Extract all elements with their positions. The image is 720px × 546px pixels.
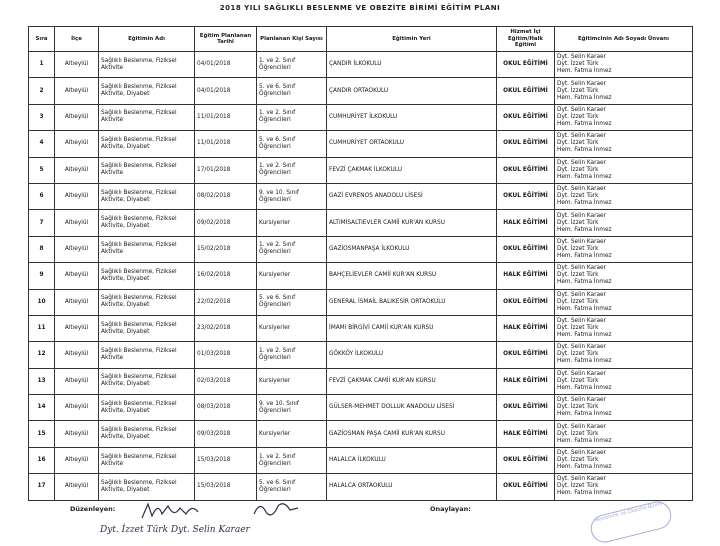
- trainer-name: Dyt. Selin Karaer: [557, 80, 606, 87]
- column-header: Eğitimcinin Adı Soyadı Ünvanı: [555, 27, 693, 52]
- row-number: 10: [29, 289, 55, 315]
- planned-date-cell: 04/01/2018: [195, 78, 257, 104]
- trainers-cell: [555, 263, 693, 289]
- planned-date-cell: 15/03/2018: [195, 447, 257, 473]
- row-number: 15: [29, 421, 55, 447]
- table-row: [29, 52, 693, 78]
- training-name-cell: Sağlıklı Beslenme, Fiziksel Aktivite, Diyabet: [99, 131, 195, 157]
- training-location-cell: HALALCA ORTAOKULU: [327, 474, 497, 500]
- trainers-cell: [555, 395, 693, 421]
- table-header-row: [29, 27, 693, 52]
- trainer-name: Dyt. Selin Karaer: [557, 106, 606, 113]
- trainer-name: Dyt. Selin Karaer: [557, 476, 606, 483]
- prepared-by-label: Düzenleyen:: [70, 505, 116, 513]
- trainers-cell: [555, 421, 693, 447]
- trainer-name: Dyt. İzzet Türk: [557, 272, 599, 279]
- row-number: 13: [29, 368, 55, 394]
- training-name-cell: Sağlıklı Beslenme, Fiziksel Aktivite: [99, 157, 195, 183]
- planned-date-cell: 15/02/2018: [195, 236, 257, 262]
- column-header: Eğitim Planlanan Tarihi: [195, 27, 257, 52]
- row-number: 7: [29, 210, 55, 236]
- trainer-name: Dyt. İzzet Türk: [557, 113, 599, 120]
- planned-attendees-cell: 5. ve 6. Sınıf Öğrencileri: [257, 289, 327, 315]
- table-row: [29, 447, 693, 473]
- trainer-name: Dyt. Selin Karaer: [557, 423, 606, 430]
- planned-attendees-cell: 1. ve 2. Sınıf Öğrencileri: [257, 236, 327, 262]
- district-cell: Altıeylül: [55, 421, 99, 447]
- planned-date-cell: 09/03/2018: [195, 421, 257, 447]
- district-cell: Altıeylül: [55, 236, 99, 262]
- row-number: 12: [29, 342, 55, 368]
- official-stamp: Beslenme ve Obezite Birimi: [588, 498, 674, 545]
- row-number: 3: [29, 104, 55, 130]
- row-number: 4: [29, 131, 55, 157]
- district-cell: Altıeylül: [55, 78, 99, 104]
- training-name-cell: Sağlıklı Beslenme, Fiziksel Aktivite: [99, 236, 195, 262]
- trainer-name: Dyt. İzzet Türk: [557, 87, 599, 94]
- trainers-cell: [555, 447, 693, 473]
- table-row: [29, 421, 693, 447]
- trainer-name: Hem. Fatma İnmez: [557, 437, 612, 444]
- district-cell: Altıeylül: [55, 157, 99, 183]
- trainers-cell: [555, 52, 693, 78]
- row-number: 14: [29, 395, 55, 421]
- trainer-name: Dyt. İzzet Türk: [557, 325, 599, 332]
- training-name-cell: Sağlıklı Beslenme, Fiziksel Aktivite, Diyabet: [99, 474, 195, 500]
- planned-date-cell: 04/01/2018: [195, 52, 257, 78]
- approved-by-label: Onaylayan:: [430, 505, 471, 513]
- signature-scribble-2: [250, 498, 300, 522]
- district-cell: Altıeylül: [55, 368, 99, 394]
- training-name-cell: Sağlıklı Beslenme, Fiziksel Aktivite, Diyabet: [99, 289, 195, 315]
- training-location-cell: HALALCA İLKOKULU: [327, 447, 497, 473]
- planned-attendees-cell: 5. ve 6. Sınıf Öğrencileri: [257, 474, 327, 500]
- trainer-name: Hem. Fatma İnmez: [557, 120, 612, 127]
- training-location-cell: GÖKKÖY İLKOKULU: [327, 342, 497, 368]
- planned-attendees-cell: 1. ve 2. Sınıf Öğrencileri: [257, 104, 327, 130]
- table-row: [29, 131, 693, 157]
- training-name-cell: Sağlıklı Beslenme, Fiziksel Aktivite: [99, 104, 195, 130]
- planned-attendees-cell: Kursiyerler: [257, 368, 327, 394]
- district-cell: Altıeylül: [55, 315, 99, 341]
- training-location-cell: İMAMI BİRGİVİ CAMİİ KUR'AN KURSU: [327, 315, 497, 341]
- trainer-name: Dyt. İzzet Türk: [557, 193, 599, 200]
- training-type-cell: OKUL EĞİTİMİ: [497, 236, 555, 262]
- trainer-name: Hem. Fatma İnmez: [557, 411, 612, 418]
- training-name-cell: Sağlıklı Beslenme, Fiziksel Aktivite: [99, 52, 195, 78]
- table-row: [29, 368, 693, 394]
- trainer-name: Dyt. İzzet Türk: [557, 483, 599, 490]
- training-name-cell: Sağlıklı Beslenme, Fiziksel Aktivite, Diyabet: [99, 183, 195, 209]
- training-location-cell: GAZİOSMAN PAŞA CAMİİ KUR'AN KURSU: [327, 421, 497, 447]
- trainer-name: Hem. Fatma İnmez: [557, 226, 612, 233]
- row-number: 9: [29, 263, 55, 289]
- training-name-cell: Sağlıklı Beslenme, Fiziksel Aktivite: [99, 447, 195, 473]
- trainer-name: Hem. Fatma İnmez: [557, 384, 612, 391]
- training-type-cell: OKUL EĞİTİMİ: [497, 104, 555, 130]
- trainer-name: Dyt. İzzet Türk: [557, 245, 599, 252]
- training-plan-table: [28, 26, 693, 501]
- trainer-name: Dyt. Selin Karaer: [557, 450, 606, 457]
- district-cell: Altıeylül: [55, 52, 99, 78]
- training-type-cell: OKUL EĞİTİMİ: [497, 342, 555, 368]
- trainer-name: Dyt. Selin Karaer: [557, 370, 606, 377]
- trainer-name: Dyt. Selin Karaer: [557, 238, 606, 245]
- trainer-name: Dyt. İzzet Türk: [557, 140, 599, 147]
- trainers-cell: [555, 78, 693, 104]
- training-type-cell: OKUL EĞİTİMİ: [497, 52, 555, 78]
- training-name-cell: Sağlıklı Beslenme, Fiziksel Aktivite, Diyabet: [99, 263, 195, 289]
- table-row: [29, 263, 693, 289]
- table-row: [29, 289, 693, 315]
- district-cell: Altıeylül: [55, 342, 99, 368]
- trainer-name: Dyt. Selin Karaer: [557, 133, 606, 140]
- handwritten-names: Dyt. İzzet Türk Dyt. Selin Karaer: [100, 525, 250, 535]
- planned-attendees-cell: 1. ve 2. Sınıf Öğrencileri: [257, 447, 327, 473]
- row-number: 5: [29, 157, 55, 183]
- training-type-cell: OKUL EĞİTİMİ: [497, 78, 555, 104]
- trainers-cell: [555, 104, 693, 130]
- signature-1: [140, 500, 200, 528]
- planned-date-cell: 08/02/2018: [195, 183, 257, 209]
- trainer-name: Hem. Fatma İnmez: [557, 464, 612, 471]
- training-type-cell: HALK EĞİTİMİ: [497, 263, 555, 289]
- planned-attendees-cell: 9. ve 10. Sınıf Öğrencileri: [257, 395, 327, 421]
- trainers-cell: [555, 342, 693, 368]
- trainer-name: Hem. Fatma İnmez: [557, 332, 612, 339]
- trainers-cell: [555, 157, 693, 183]
- column-header: Planlanan Kişi Sayısı: [257, 27, 327, 52]
- signature-2: [250, 498, 300, 526]
- district-cell: Altıeylül: [55, 131, 99, 157]
- trainer-name: Hem. Fatma İnmez: [557, 200, 612, 207]
- planned-attendees-cell: 1. ve 2. Sınıf Öğrencileri: [257, 157, 327, 183]
- trainer-name: Hem. Fatma İnmez: [557, 490, 612, 497]
- training-name-cell: Sağlıklı Beslenme, Fiziksel Aktivite, Diyabet: [99, 210, 195, 236]
- trainers-cell: [555, 210, 693, 236]
- table-row: [29, 210, 693, 236]
- training-name-cell: Sağlıklı Beslenme, Fiziksel Aktivite, Diyabet: [99, 368, 195, 394]
- trainer-name: Hem. Fatma İnmez: [557, 305, 612, 312]
- trainer-name: Dyt. İzzet Türk: [557, 430, 599, 437]
- page-title: 2018 YILI SAĞLIKLI BESLENME VE OBEZİTE BİRİMİ EĞİTİM PLANI: [219, 4, 501, 12]
- planned-date-cell: 17/01/2018: [195, 157, 257, 183]
- training-type-cell: OKUL EĞİTİMİ: [497, 157, 555, 183]
- district-cell: Altıeylül: [55, 474, 99, 500]
- training-type-cell: HALK EĞİTİMİ: [497, 210, 555, 236]
- district-cell: Altıeylül: [55, 447, 99, 473]
- trainer-name: Dyt. Selin Karaer: [557, 54, 606, 61]
- training-type-cell: OKUL EĞİTİMİ: [497, 289, 555, 315]
- district-cell: Altıeylül: [55, 104, 99, 130]
- table-row: [29, 315, 693, 341]
- trainer-name: Dyt. İzzet Türk: [557, 351, 599, 358]
- row-number: 11: [29, 315, 55, 341]
- table-row: [29, 395, 693, 421]
- table-row: [29, 157, 693, 183]
- training-type-cell: HALK EĞİTİMİ: [497, 368, 555, 394]
- trainer-name: Hem. Fatma İnmez: [557, 358, 612, 365]
- row-number: 6: [29, 183, 55, 209]
- signature-scribble-1: [140, 500, 200, 524]
- district-cell: Altıeylül: [55, 289, 99, 315]
- training-location-cell: GENERAL İSMAİL BALIKESİR ORTAOKULU: [327, 289, 497, 315]
- planned-attendees-cell: Kursiyerler: [257, 421, 327, 447]
- planned-date-cell: 15/03/2018: [195, 474, 257, 500]
- table-row: [29, 236, 693, 262]
- row-number: 1: [29, 52, 55, 78]
- training-type-cell: OKUL EĞİTİMİ: [497, 474, 555, 500]
- planned-attendees-cell: 1. ve 2. Sınıf Öğrencileri: [257, 52, 327, 78]
- trainer-name: Hem. Fatma İnmez: [557, 68, 612, 75]
- planned-date-cell: 16/02/2018: [195, 263, 257, 289]
- trainers-cell: [555, 289, 693, 315]
- table-row: [29, 342, 693, 368]
- planned-date-cell: 01/03/2018: [195, 342, 257, 368]
- column-header: Hizmet İçi Eğitim/Halk Eğitimi: [497, 27, 555, 52]
- training-type-cell: HALK EĞİTİMİ: [497, 315, 555, 341]
- planned-date-cell: 22/02/2018: [195, 289, 257, 315]
- column-header: Eğitimin Adı: [99, 27, 195, 52]
- trainer-name: Dyt. Selin Karaer: [557, 265, 606, 272]
- trainer-name: Hem. Fatma İnmez: [557, 147, 612, 154]
- trainer-name: Dyt. Selin Karaer: [557, 344, 606, 351]
- row-number: 8: [29, 236, 55, 262]
- table-row: [29, 104, 693, 130]
- training-type-cell: HALK EĞİTİMİ: [497, 421, 555, 447]
- training-location-cell: ALTIMİSALTIEVLER CAMİİ KUR'AN KURSU: [327, 210, 497, 236]
- trainers-cell: [555, 368, 693, 394]
- table-row: [29, 183, 693, 209]
- training-name-cell: Sağlıklı Beslenme, Fiziksel Aktivite, Diyabet: [99, 78, 195, 104]
- planned-date-cell: 23/02/2018: [195, 315, 257, 341]
- planned-attendees-cell: 5. ve 6. Sınıf Öğrencileri: [257, 131, 327, 157]
- trainer-name: Dyt. Selin Karaer: [557, 318, 606, 325]
- training-name-cell: Sağlıklı Beslenme, Fiziksel Aktivite: [99, 342, 195, 368]
- training-type-cell: OKUL EĞİTİMİ: [497, 183, 555, 209]
- training-name-cell: Sağlıklı Beslenme, Fiziksel Aktivite, Diyabet: [99, 421, 195, 447]
- training-location-cell: CUMHURİYET ORTAOKULU: [327, 131, 497, 157]
- trainer-name: Dyt. Selin Karaer: [557, 291, 606, 298]
- planned-date-cell: 02/03/2018: [195, 368, 257, 394]
- trainer-name: Dyt. Selin Karaer: [557, 212, 606, 219]
- training-name-cell: Sağlıklı Beslenme, Fiziksel Aktivite, Diyabet: [99, 395, 195, 421]
- district-cell: Altıeylül: [55, 395, 99, 421]
- trainer-name: Hem. Fatma İnmez: [557, 279, 612, 286]
- row-number: 2: [29, 78, 55, 104]
- column-header: Eğitimin Yeri: [327, 27, 497, 52]
- training-location-cell: GAZİ EVRENOS ANADOLU LİSESİ: [327, 183, 497, 209]
- trainers-cell: [555, 131, 693, 157]
- planned-attendees-cell: Kursiyerler: [257, 210, 327, 236]
- trainer-name: Dyt. Selin Karaer: [557, 397, 606, 404]
- planned-attendees-cell: 5. ve 6. Sınıf Öğrencileri: [257, 78, 327, 104]
- trainer-name: Dyt. İzzet Türk: [557, 457, 599, 464]
- training-location-cell: CUMHURİYET İLKOKULU: [327, 104, 497, 130]
- training-location-cell: BAHÇELİEVLER CAMİİ KUR'AN KURSU: [327, 263, 497, 289]
- training-type-cell: OKUL EĞİTİMİ: [497, 447, 555, 473]
- planned-date-cell: 08/03/2018: [195, 395, 257, 421]
- table-row: [29, 78, 693, 104]
- training-name-cell: Sağlıklı Beslenme, Fiziksel Aktivite, Diyabet: [99, 315, 195, 341]
- district-cell: Altıeylül: [55, 210, 99, 236]
- planned-attendees-cell: 1. ve 2. Sınıf Öğrencileri: [257, 342, 327, 368]
- training-location-cell: GÜLSER-MEHMET DOLLUK ANADOLU LİSESİ: [327, 395, 497, 421]
- training-location-cell: FEVZİ ÇAKMAK CAMİİ KUR'AN KURSU: [327, 368, 497, 394]
- trainer-name: Hem. Fatma İnmez: [557, 173, 612, 180]
- column-header: İlçe: [55, 27, 99, 52]
- planned-attendees-cell: Kursiyerler: [257, 315, 327, 341]
- trainer-name: Dyt. İzzet Türk: [557, 404, 599, 411]
- row-number: 16: [29, 447, 55, 473]
- training-location-cell: ÇANDIR İLKOKULU: [327, 52, 497, 78]
- planned-attendees-cell: 9. ve 10. Sınıf Öğrencileri: [257, 183, 327, 209]
- planned-date-cell: 11/01/2018: [195, 104, 257, 130]
- trainer-name: Dyt. İzzet Türk: [557, 219, 599, 226]
- district-cell: Altıeylül: [55, 183, 99, 209]
- table-row: [29, 474, 693, 500]
- trainer-name: Hem. Fatma İnmez: [557, 94, 612, 101]
- trainer-name: Hem. Fatma İnmez: [557, 252, 612, 259]
- trainers-cell: [555, 474, 693, 500]
- column-header: Sıra: [29, 27, 55, 52]
- trainer-name: Dyt. İzzet Türk: [557, 166, 599, 173]
- trainer-name: Dyt. İzzet Türk: [557, 61, 599, 68]
- training-location-cell: ÇANDIR ORTAOKULU: [327, 78, 497, 104]
- trainer-name: Dyt. İzzet Türk: [557, 298, 599, 305]
- trainers-cell: [555, 183, 693, 209]
- planned-attendees-cell: Kursiyerler: [257, 263, 327, 289]
- table-body: [29, 52, 693, 501]
- trainers-cell: [555, 236, 693, 262]
- training-location-cell: GAZİOSMANPAŞA İLKOKULU: [327, 236, 497, 262]
- planned-date-cell: 11/01/2018: [195, 131, 257, 157]
- training-type-cell: OKUL EĞİTİMİ: [497, 395, 555, 421]
- row-number: 17: [29, 474, 55, 500]
- district-cell: Altıeylül: [55, 263, 99, 289]
- trainer-name: Dyt. İzzet Türk: [557, 377, 599, 384]
- training-type-cell: OKUL EĞİTİMİ: [497, 131, 555, 157]
- planned-date-cell: 09/02/2018: [195, 210, 257, 236]
- trainer-name: Dyt. Selin Karaer: [557, 159, 606, 166]
- trainers-cell: [555, 315, 693, 341]
- trainer-name: Dyt. Selin Karaer: [557, 186, 606, 193]
- training-location-cell: FEVZİ ÇAKMAK İLKOKULU: [327, 157, 497, 183]
